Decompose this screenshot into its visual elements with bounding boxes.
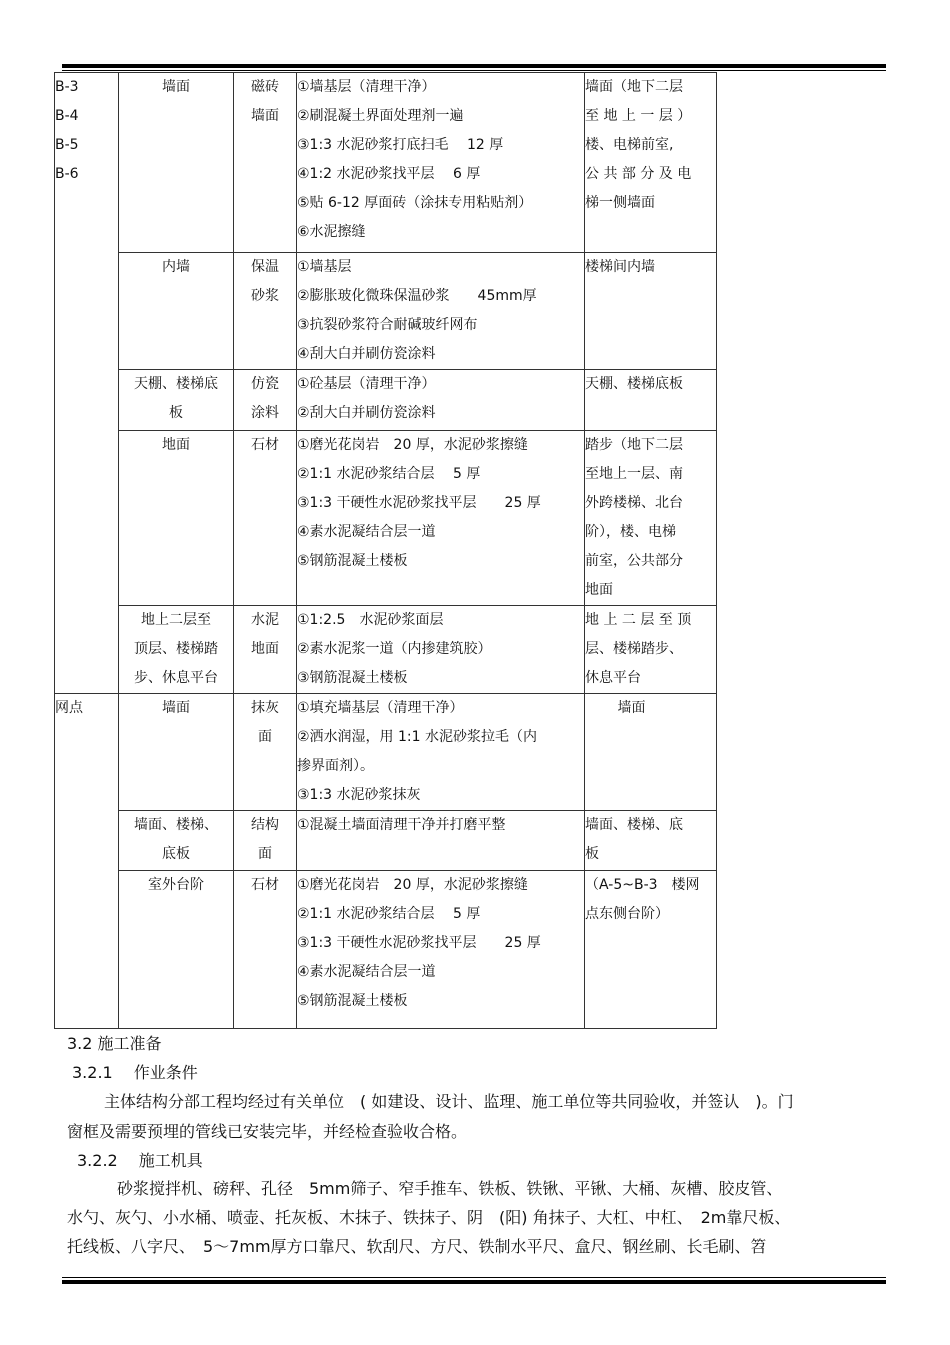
scope-text: 阶），楼、电梯 (585, 524, 676, 540)
material-label: 面 (258, 846, 272, 862)
scope-cell (585, 606, 717, 694)
step-text: ⑥水泥擦缝 (297, 224, 366, 240)
steps-cell (297, 606, 585, 694)
steps-cell (297, 431, 585, 606)
scope-text: 踏步（地下二层 (585, 437, 683, 453)
paragraph-line: 水勺、灰勺、小水桶、喷壶、托灰板、木抹子、铁抹子、阴 (阳) 角抹子、大杠、中杠、 2m靠尺板、 (67, 1208, 791, 1227)
material-label: 墙面 (251, 108, 279, 124)
material-cell (234, 606, 297, 694)
scope-cell (585, 370, 717, 431)
paragraph-line: 窗框及需要预埋的管线已安装完毕，并经检查验收合格。 (67, 1122, 468, 1141)
part-cell (119, 431, 234, 606)
scope-cell (585, 694, 717, 811)
scope-text: 楼、电梯前室, (585, 137, 674, 153)
material-label: 抹灰 (251, 700, 279, 716)
step-text: ①砼基层（清理干净） (297, 376, 436, 392)
paragraph-line: 托线板、八字尺、 5～7mm厚方口靠尺、软刮尺、方尺、铁制水平尺、盒尺、钢丝刷、长毛刷、笤 (67, 1237, 767, 1256)
step-text: ⑤钢筋混凝土楼板 (297, 553, 408, 569)
section-heading: 3.2 施工准备 (67, 1034, 162, 1053)
step-text: ②膨胀玻化微珠保温砂浆 45mm厚 (297, 288, 537, 304)
table-row (55, 694, 717, 811)
table-row (55, 370, 717, 431)
group-label: B-6 (55, 166, 79, 182)
scope-text: 层、楼梯踏步、 (585, 641, 683, 657)
footer-rule (62, 1280, 886, 1284)
table-row (55, 606, 717, 694)
steps-cell (297, 811, 585, 871)
step-text: 掺界面剂）。 (297, 758, 374, 774)
steps-cell (297, 370, 585, 431)
material-label: 涂料 (251, 405, 279, 421)
scope-cell (585, 73, 717, 253)
step-text: ①磨光花岗岩 20 厚，水泥砂浆擦缝 (297, 877, 528, 893)
scope-text: 地面 (585, 582, 613, 598)
table-row (55, 73, 717, 253)
part-cell (119, 253, 234, 370)
material-label: 面 (258, 729, 272, 745)
footer-rule-thin (62, 1277, 886, 1278)
paragraph-line: 砂浆搅拌机、磅秤、孔径 5mm筛子、窄手推车、铁板、铁锹、平锹、大桶、灰槽、胶皮管、 (117, 1179, 783, 1198)
part-cell (119, 811, 234, 871)
scope-text: 公 共 部 分 及 电 (585, 166, 692, 182)
paragraph-line: 主体结构分部工程均经过有关单位 ( 如建设、设计、监理、施工单位等共同验收，并签认 )。门 (104, 1092, 794, 1111)
header-rule (62, 64, 886, 68)
group-label: B-5 (55, 137, 79, 153)
material-cell (234, 871, 297, 1029)
step-text: ①填充墙基层（清理干净） (297, 700, 464, 716)
scope-text: 板 (585, 846, 599, 862)
step-text: ②洒水润湿，用 1:1 水泥砂浆拉毛（内 (297, 729, 537, 745)
material-label: 仿瓷 (251, 376, 279, 392)
part-label: 底板 (162, 846, 190, 862)
step-text: ③1:3 水泥砂浆打底扫毛 12 厚 (297, 137, 504, 153)
part-label: 墙面 (162, 700, 190, 716)
steps-cell (297, 73, 585, 253)
material-label: 保温 (251, 259, 279, 275)
table-row (55, 811, 717, 871)
scope-text: 前室，公共部分 (585, 553, 683, 569)
step-text: ②刮大白并刷仿瓷涂料 (297, 405, 436, 421)
part-label: 墙面、楼梯、 (134, 817, 218, 833)
step-text: ①磨光花岗岩 20 厚，水泥砂浆擦缝 (297, 437, 528, 453)
step-text: ④素水泥凝结合层一道 (297, 964, 436, 980)
step-text: ②1:1 水泥砂浆结合层 5 厚 (297, 906, 481, 922)
material-cell (234, 370, 297, 431)
table-row (55, 431, 717, 606)
material-label: 水泥 (251, 612, 279, 628)
scope-text: 地 上 二 层 至 顶 (585, 612, 692, 628)
material-cell (234, 811, 297, 871)
group-label: B-4 (55, 108, 79, 124)
step-text: ①墙基层（清理干净） (297, 79, 436, 95)
table-row (55, 871, 717, 1029)
group-label-cell (55, 73, 119, 694)
step-text: ①混凝土墙面清理干净并打磨平整 (297, 817, 506, 833)
group-label-cell (55, 694, 119, 1029)
group-label: B-3 (55, 79, 79, 95)
scope-cell (585, 811, 717, 871)
part-label: 顶层、楼梯踏 (134, 641, 218, 657)
material-label: 磁砖 (251, 79, 279, 95)
part-cell (119, 606, 234, 694)
scope-text: 点东侧台阶） (585, 906, 669, 922)
material-label: 石材 (251, 877, 279, 893)
table-row (55, 253, 717, 370)
part-cell (119, 73, 234, 253)
steps-cell (297, 871, 585, 1029)
scope-text: 休息平台 (585, 670, 641, 686)
scope-text: 至 地 上 一 层 ） (585, 108, 692, 124)
group-label: 网点 (55, 700, 83, 716)
part-label: 地上二层至 (141, 612, 211, 628)
material-label: 结构 (251, 817, 279, 833)
scope-text: 至地上一层、南 (585, 466, 683, 482)
step-text: ③1:3 水泥砂浆抹灰 (297, 787, 421, 803)
scope-cell (585, 431, 717, 606)
part-cell (119, 370, 234, 431)
material-label: 地面 (251, 641, 279, 657)
scope-text: 天棚、楼梯底板 (585, 376, 683, 392)
scope-text: 墙面、楼梯、底 (585, 817, 683, 833)
material-cell (234, 431, 297, 606)
material-cell (234, 253, 297, 370)
part-label: 板 (169, 405, 183, 421)
step-text: ②素水泥浆一道（内掺建筑胶） (297, 641, 492, 657)
material-cell (234, 73, 297, 253)
scope-text: 墙面 (585, 700, 646, 716)
subsection-heading-tools: 3.2.2 施工机具 (77, 1151, 203, 1170)
subsection-heading-work-conditions: 3.2.1 作业条件 (72, 1063, 198, 1082)
step-text: ③抗裂砂浆符合耐碱玻纤网布 (297, 317, 478, 333)
step-text: ④1:2 水泥砂浆找平层 6 厚 (297, 166, 481, 182)
part-label: 天棚、楼梯底 (134, 376, 218, 392)
step-text: ③1:3 干硬性水泥砂浆找平层 25 厚 (297, 495, 541, 511)
step-text: ③1:3 干硬性水泥砂浆找平层 25 厚 (297, 935, 541, 951)
step-text: ③钢筋混凝土楼板 (297, 670, 408, 686)
scope-text: 楼梯间内墙 (585, 259, 655, 275)
part-cell (119, 694, 234, 811)
part-label: 地面 (162, 437, 190, 453)
part-label: 步、休息平台 (134, 670, 218, 686)
part-cell (119, 871, 234, 1029)
scope-cell (585, 253, 717, 370)
scope-cell (585, 871, 717, 1029)
step-text: ②刷混凝土界面处理剂一遍 (297, 108, 464, 124)
scope-text: 墙面（地下二层 (585, 79, 683, 95)
material-label: 石材 (251, 437, 279, 453)
part-label: 室外台阶 (148, 877, 204, 893)
material-label: 砂浆 (251, 288, 279, 304)
steps-cell (297, 694, 585, 811)
steps-cell (297, 253, 585, 370)
part-label: 墙面 (162, 79, 190, 95)
header-rule-thin (62, 70, 886, 71)
step-text: ⑤贴 6-12 厚面砖（涂抹专用粘贴剂） (297, 195, 533, 211)
scope-text: 外跨楼梯、北台 (585, 495, 683, 511)
step-text: ⑤钢筋混凝土楼板 (297, 993, 408, 1009)
scope-text: 梯一侧墙面 (585, 195, 655, 211)
material-cell (234, 694, 297, 811)
step-text: ①1:2.5 水泥砂浆面层 (297, 612, 444, 628)
step-text: ②1:1 水泥砂浆结合层 5 厚 (297, 466, 481, 482)
construction-spec-table (54, 72, 717, 1029)
scope-text: （A-5~B-3 楼网 (585, 877, 700, 893)
step-text: ④素水泥凝结合层一道 (297, 524, 436, 540)
step-text: ①墙基层 (297, 259, 352, 275)
part-label: 内墙 (162, 259, 190, 275)
step-text: ④刮大白并刷仿瓷涂料 (297, 346, 436, 362)
